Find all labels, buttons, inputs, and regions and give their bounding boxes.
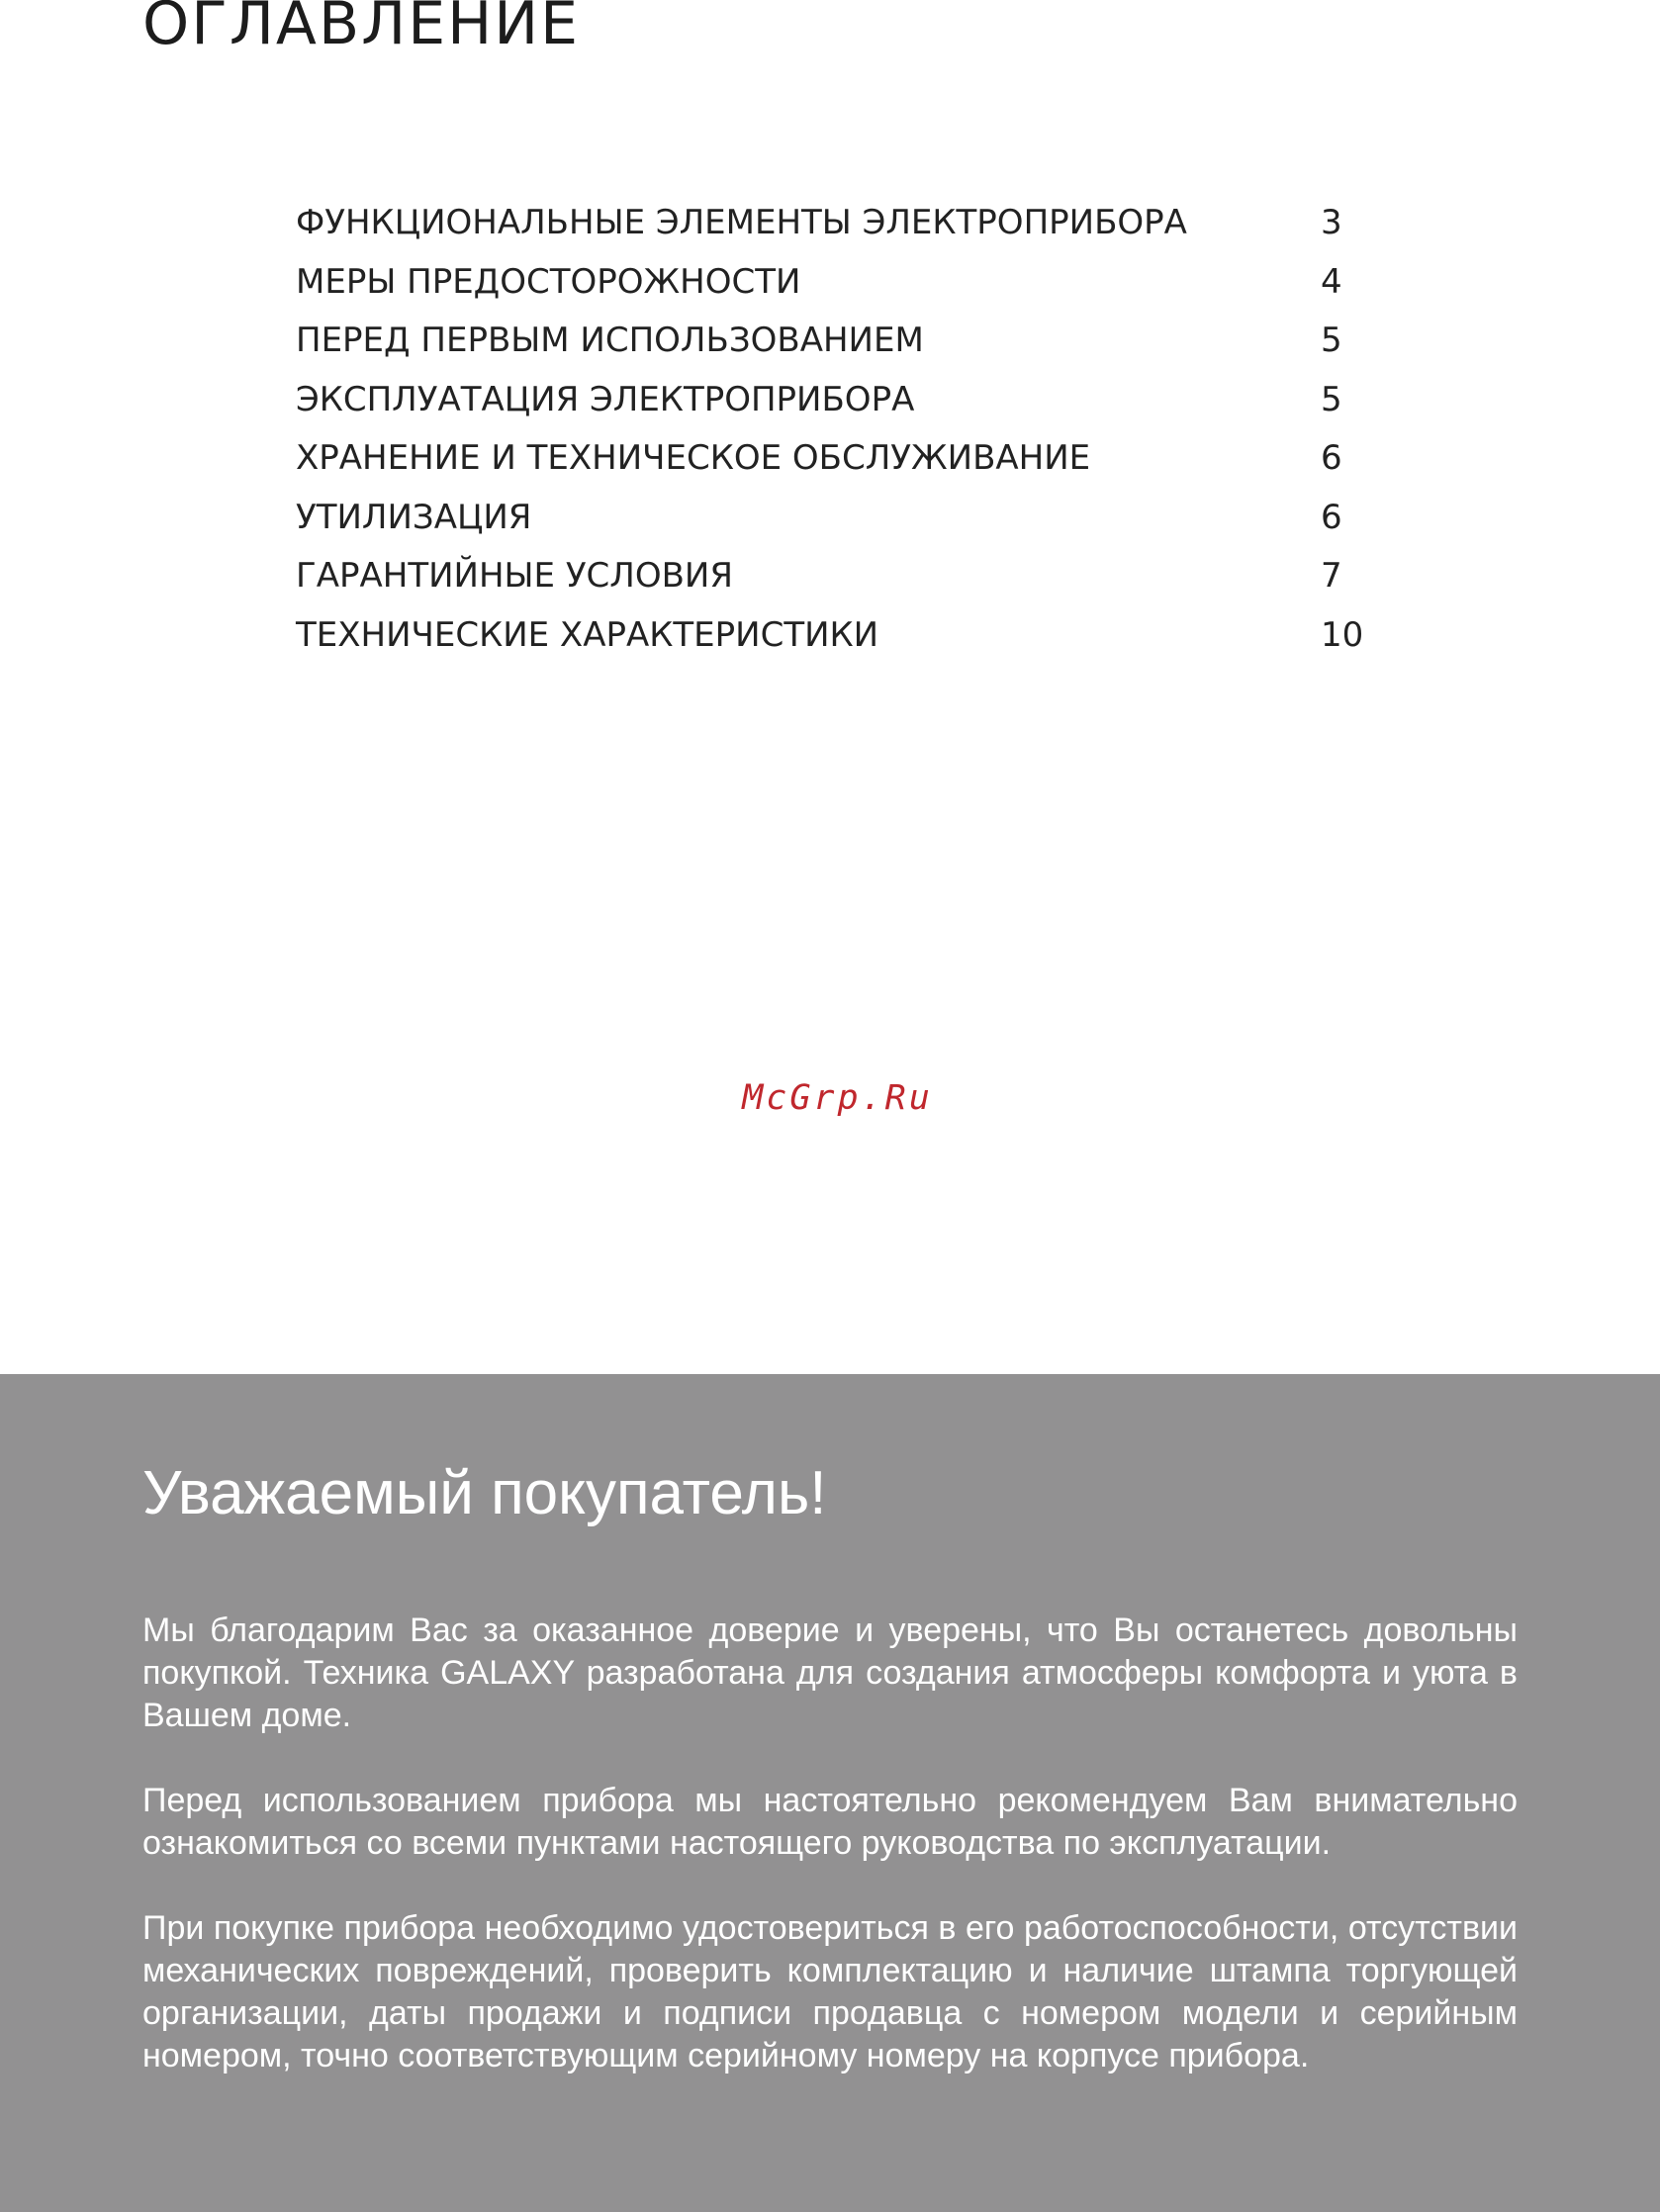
toc-item-label: ПЕРЕД ПЕРВЫМ ИСПОЛЬЗОВАНИЕМ [296, 321, 924, 360]
watermark-link[interactable]: McGrp.Ru [742, 1078, 933, 1118]
toc-item-label: ГАРАНТИЙНЫЕ УСЛОВИЯ [296, 556, 733, 596]
toc-item-page: 10 [1321, 614, 1364, 655]
toc-item[interactable] [296, 547, 1384, 606]
toc-list [296, 194, 1384, 665]
greeting-paragraph: Мы благодарим Вас за оказанное доверие и уверены, что Вы останетесь довольны покупкой. Техника GALAXY разработана для создания атмосферы комфорта и уюта в Вашем доме. [142, 1612, 1518, 1734]
greeting-paragraph: Перед использованием прибора мы настоятельно рекомендуем Вам внимательно ознакомиться со всеми пунктами настоящего руководства по эксплуатации. [142, 1782, 1518, 1862]
toc-item-page: 3 [1321, 203, 1342, 242]
toc-item[interactable] [296, 489, 1384, 548]
toc-item[interactable] [296, 194, 1384, 253]
toc-item[interactable] [296, 253, 1384, 313]
toc-item-page: 6 [1321, 438, 1342, 478]
toc-item-page: 4 [1321, 261, 1342, 302]
toc-item-page: 6 [1321, 497, 1342, 537]
toc-title: ОГЛАВЛЕНИЕ [142, 0, 581, 58]
toc-item-page: 5 [1321, 379, 1342, 419]
toc-item[interactable] [296, 429, 1384, 489]
toc-item[interactable] [296, 606, 1384, 666]
toc-item-label: УТИЛИЗАЦИЯ [296, 497, 532, 537]
greeting-paragraph: При покупке прибора необходимо удостовериться в его работоспособности, отсутствии механических повреждений, проверить комплектацию и наличие штампа торгующей организации, даты продажи и подписи продавца с номером модели и серийным номером, точно соответствующим серийному номеру на корпусе прибора. [142, 1909, 1518, 2074]
toc-item-label: ЭКСПЛУАТАЦИЯ ЭЛЕКТРОПРИБОРА [296, 379, 915, 419]
toc-item-page: 7 [1321, 556, 1342, 596]
toc-item-page: 5 [1321, 321, 1342, 360]
toc-item[interactable] [296, 312, 1384, 371]
toc-item-label: ХРАНЕНИЕ И ТЕХНИЧЕСКОЕ ОБСЛУЖИВАНИЕ [296, 438, 1091, 478]
toc-item-label: МЕРЫ ПРЕДОСТОРОЖНОСТИ [296, 261, 801, 302]
toc-item-label: ФУНКЦИОНАЛЬНЫЕ ЭЛЕМЕНТЫ ЭЛЕКТРОПРИБОРА [296, 203, 1187, 242]
toc-item[interactable] [296, 371, 1384, 430]
greeting-title: Уважаемый покупатель! [142, 1459, 827, 1527]
toc-item-label: ТЕХНИЧЕСКИЕ ХАРАКТЕРИСТИКИ [296, 614, 879, 655]
